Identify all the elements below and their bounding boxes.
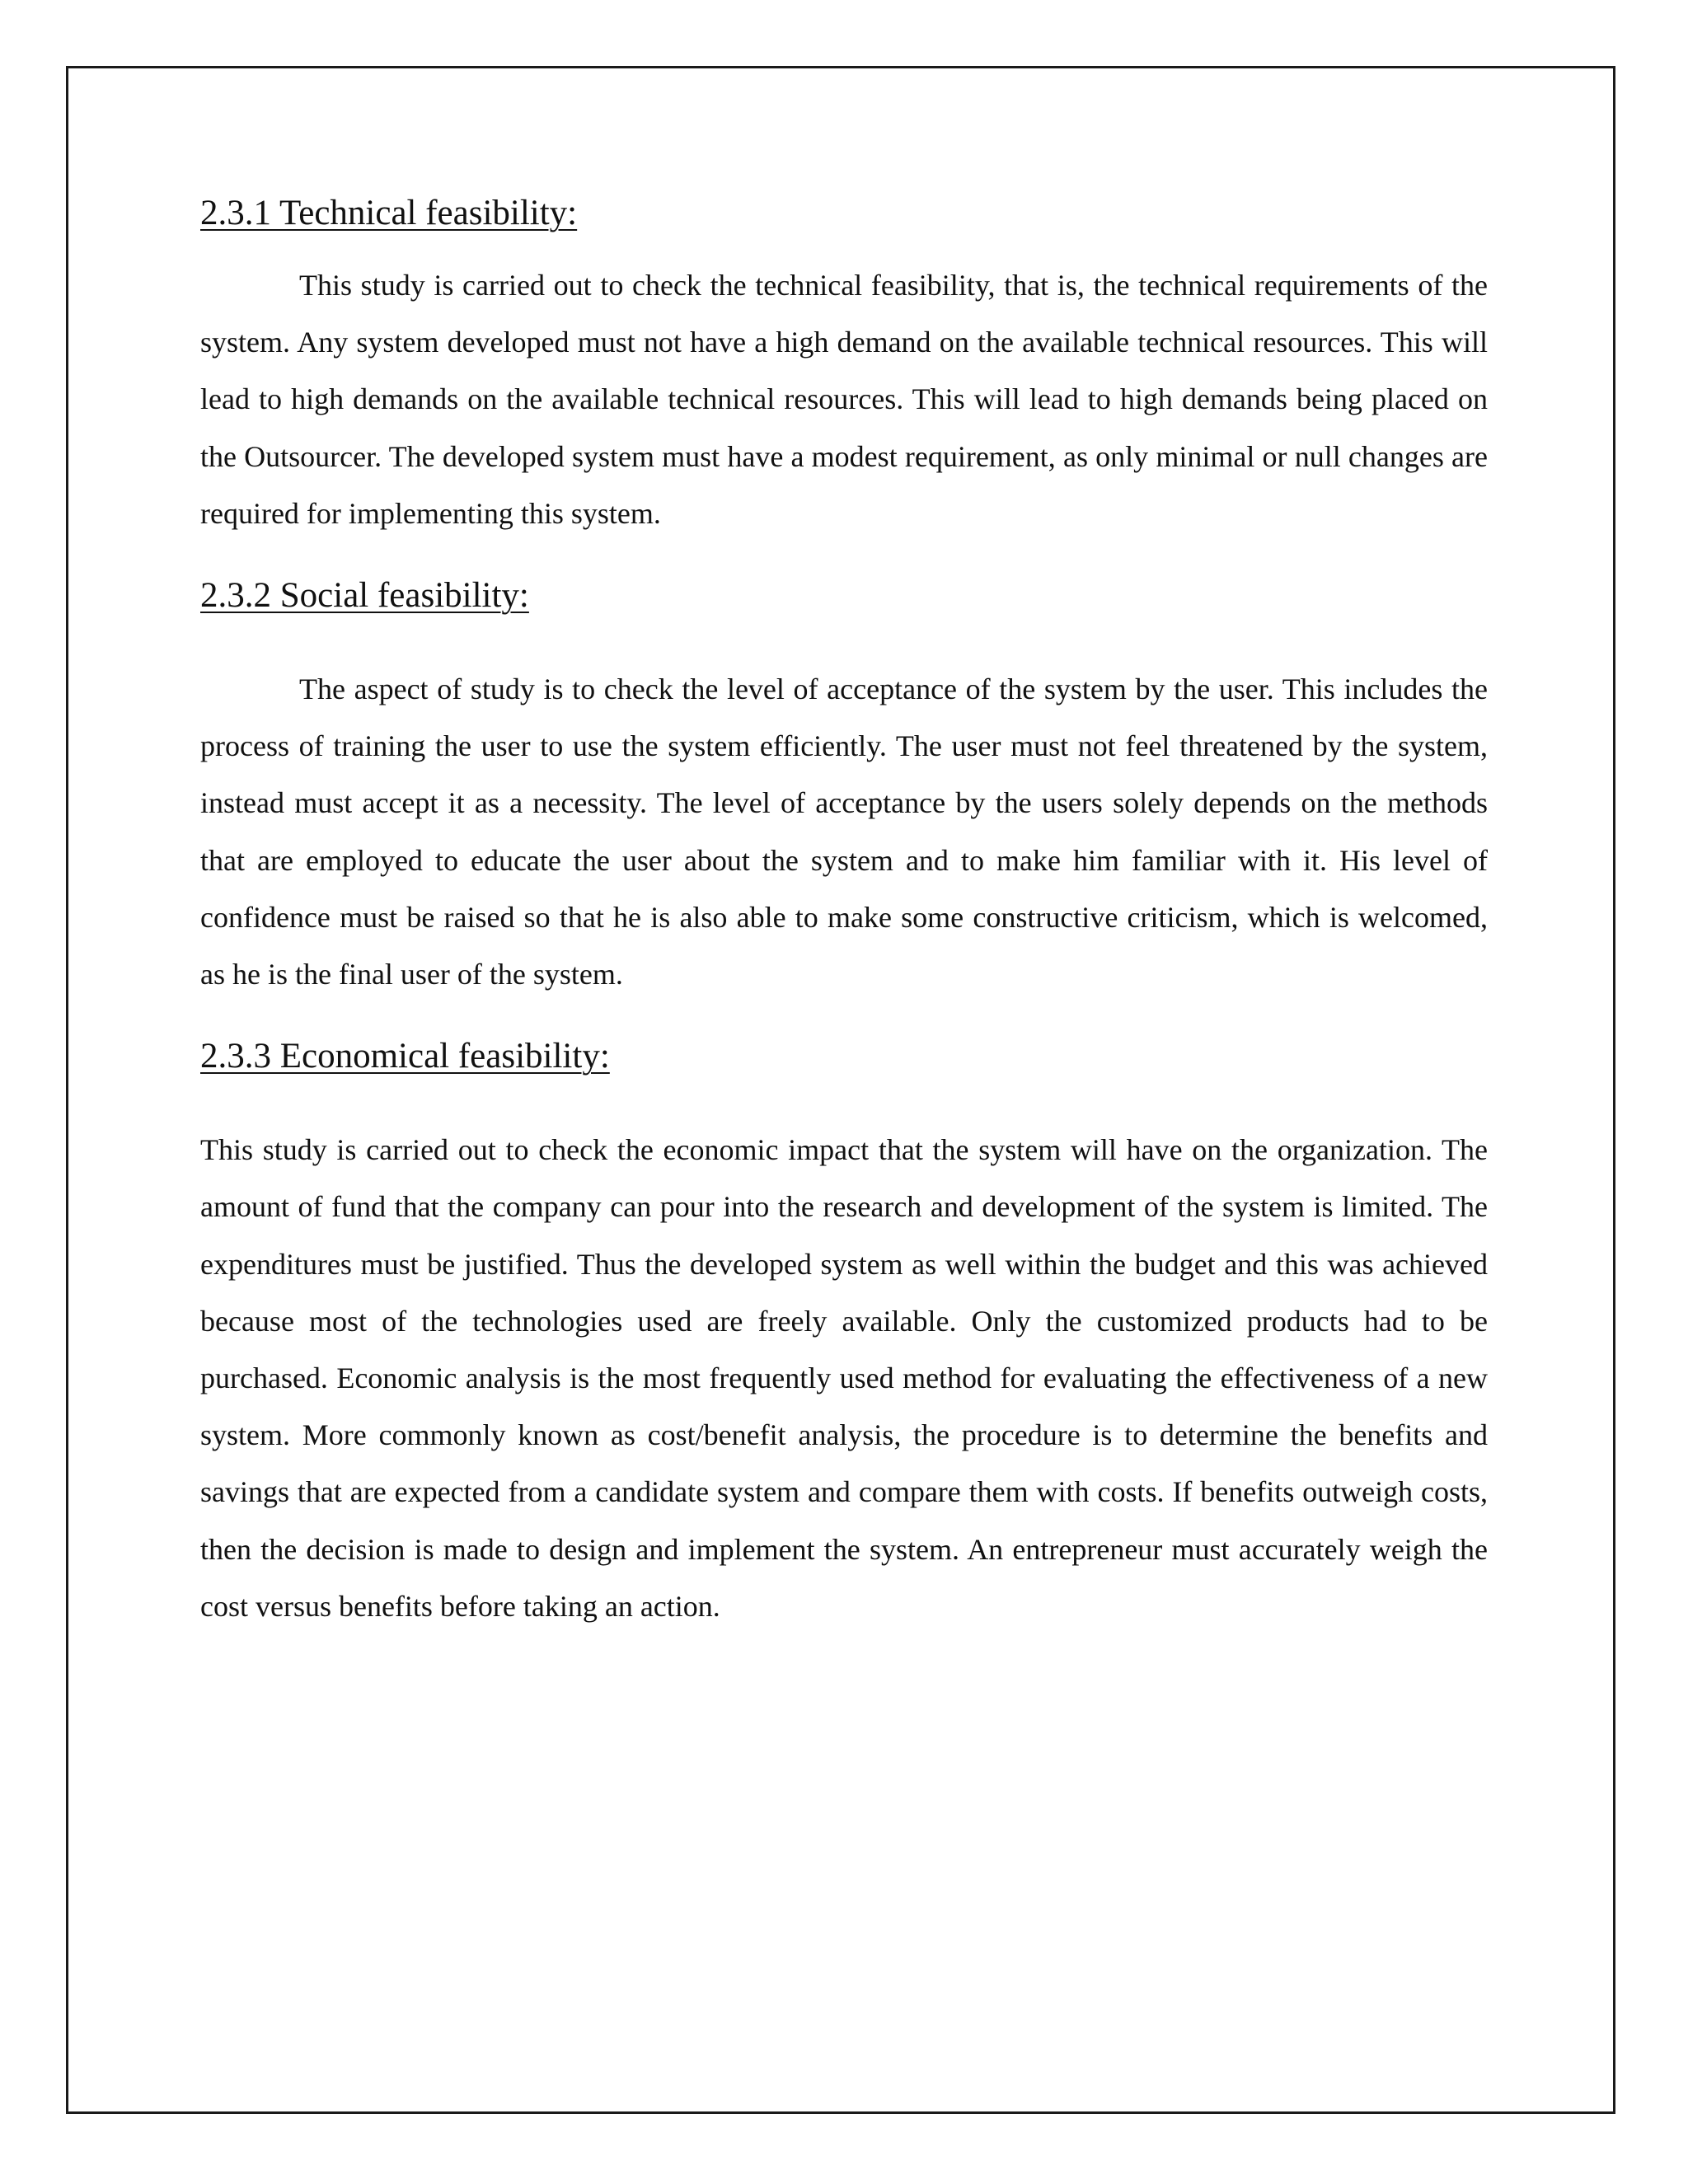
section-body-economical-feasibility: This study is carried out to check the economic impact that the system will have on the organization. The amount of fund that the company can pour into the research and development of the system is limited. The expenditures must be justified. Thus the developed system as well within the budget and this was achieved because most of the technologies used are freely available. Only the customized products had to be purchased. Economic analysis is the most frequently used method for evaluating the effectiveness of a new system. More commonly known as cost/benefit analysis, the procedure is to determine the benefits and savings that are expected from a candidate system and compare them with costs. If benefits outweigh costs, then the decision is made to design and implement the system. An entrepreneur must accurately weigh the cost versus benefits before taking an action. — [200, 1133, 1488, 1623]
section-heading-technical-feasibility: 2.3.1 Technical feasibility: — [200, 194, 578, 232]
section-heading-economical-feasibility: 2.3.3 Economical feasibility: — [200, 1037, 610, 1076]
section-body-social-feasibility: The aspect of study is to check the level of acceptance of the system by the user. This includes the process of training the user to use the system efficiently. The user must not feel threatened by the system, instead must accept it as a necessity. The level of acceptance by the users solely depends on the methods that are employed to educate the user about the system and to make him familiar with it. His level of confidence must be raised so that he is also able to make some constructive criticism, which is welcomed, as he is the final user of the system. — [200, 673, 1488, 991]
document-content — [200, 191, 1488, 1635]
section-heading-social-feasibility: 2.3.2 Social feasibility: — [200, 576, 529, 616]
section-body-technical-feasibility: This study is carried out to check the technical feasibility, that is, the technical requirements of the system. Any system developed must not have a high demand on the available technical resources. This will lead to high demands on the available technical resources. This will lead to high demands being placed on the Outsourcer. The developed system must have a modest requirement, as only minimal or null changes are required for implementing this system. — [200, 269, 1488, 530]
